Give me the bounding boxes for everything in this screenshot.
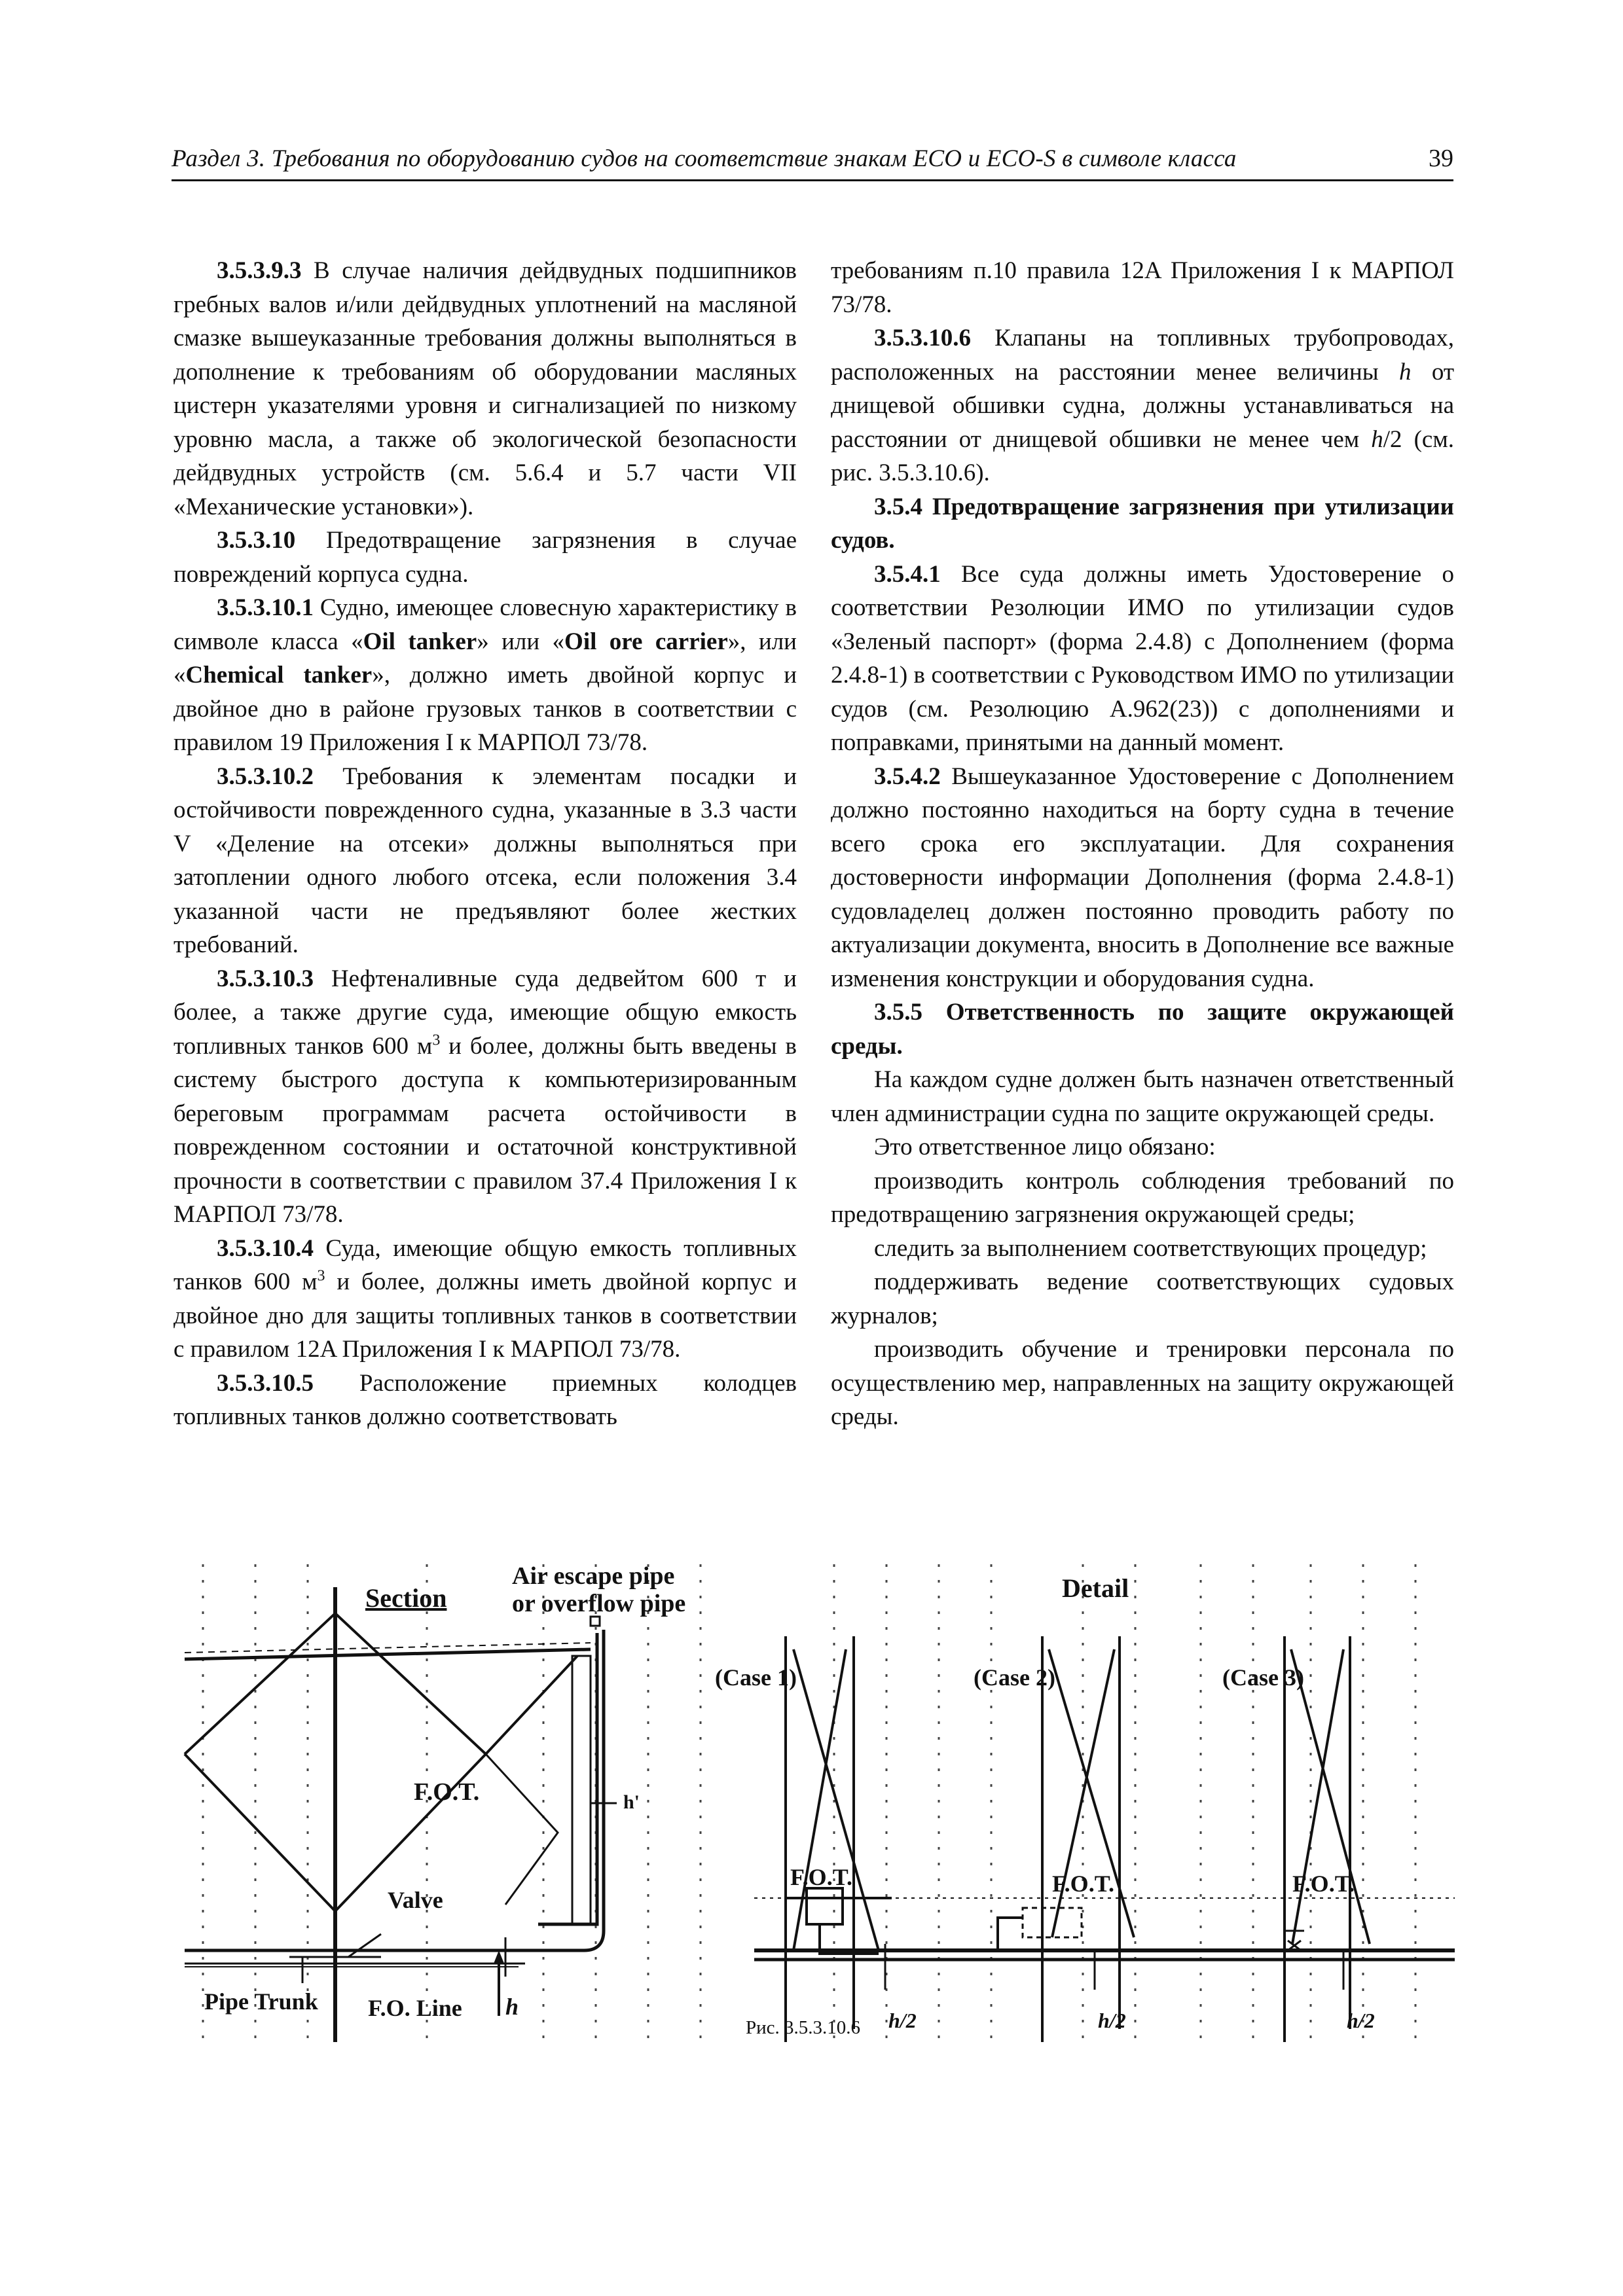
paragraph-text: Все суда должны иметь Удостоверение о соответствии Резолюции ИМО по утилизации судов «Зеленый паспорт» (форма 2.4.8) с Дополнением (форма 2.4.8-1) в соответствии с Руководством ИМО по утилизации судов (см. Резолюцию A.962(23)) с дополнениями и поправками, принятыми на данный момент.	[831, 560, 1454, 756]
case-1-label: (Case 1)	[715, 1664, 797, 1691]
case-2-label: (Case 2)	[974, 1664, 1055, 1691]
paragraph-text: Расположение приемных колодцев топливных танков должно соответствовать	[173, 1369, 797, 1430]
figure-caption: Рис. 3.5.3.10.6	[746, 2017, 861, 2038]
fot-label-case-2: F.O.T.	[1052, 1871, 1115, 1897]
paragraph-text: Требования к элементам посадки и остойчивости поврежденного судна, указанные в 3.3 части V «Деление на отсеки» должны выполняться при затоплении одного любого отсека, если положения 3.4 указанной части не предъявляют более жестких требований.	[173, 762, 797, 958]
section-heading-3-5-5	[831, 996, 1454, 1063]
paragraph-3-5-4-1	[831, 558, 1454, 760]
detail-case-1	[786, 1636, 892, 2042]
valve-label: Valve	[388, 1887, 443, 1913]
running-header	[172, 143, 1453, 181]
case-3-label: (Case 3)	[1222, 1664, 1304, 1691]
air-pipe-label-1: Air escape pipe	[512, 1562, 675, 1590]
paragraph-text: », или «	[173, 628, 797, 689]
variable-h: h	[1371, 425, 1383, 453]
left-column	[173, 254, 797, 1434]
paragraph-text: Вышеуказанное Удостоверение с Дополнением должно постоянно находиться на борту судна в течение всего срока его эксплуатации. Для сохранения достоверности информации Дополнения (форма 2.4.8-1) судовладелец должен постоянно проводить работу по актуализации документа, вносить в Дополнение все важные изменения конструкции и оборудования судна.	[831, 762, 1454, 992]
duty-item: поддерживать ведение соответствующих судовых журналов;	[831, 1268, 1454, 1329]
paragraph-text: Предотвращение загрязнения в случае повреждений корпуса судна.	[173, 527, 797, 588]
paragraph-3-5-4-2	[831, 760, 1454, 996]
paragraph-text: Это ответственное лицо обязано:	[874, 1134, 1216, 1160]
clause-number: 3.5.3.10.6	[874, 325, 971, 351]
clause-number: 3.5.4.1	[874, 560, 941, 588]
clause-number: 3.5.3.10	[217, 527, 296, 554]
detail-case-3	[1285, 1636, 1370, 2042]
paragraph-text: и более, должны иметь двойной корпус и двойное дно для защиты топливных танков в соответствии с правилом 12A Приложения I к МАРПОЛ 73/78.	[173, 1268, 797, 1363]
clause-number: 3.5.3.10.3	[217, 965, 314, 992]
paragraph-3-5-3-10-2	[173, 760, 797, 962]
section-heading-3-5-4	[831, 490, 1454, 558]
clause-number: 3.5.4.2	[874, 762, 941, 790]
paragraph-3-5-3-10-6	[831, 321, 1454, 490]
fo-line-label: F.O. Line	[368, 1995, 462, 2021]
fot-label-case-1: F.O.T.	[790, 1864, 853, 1890]
section-label: Section	[365, 1583, 447, 1613]
grid-dots	[203, 1564, 1415, 2039]
duty-item: производить контроль соблюдения требований по предотвращению загрязнения окружающей среды;	[831, 1167, 1454, 1228]
detail-case-2	[998, 1636, 1134, 2042]
paragraph-text: Суда, имеющие общую емкость топливных танков 600 м	[173, 1234, 797, 1295]
paragraph-3-5-3-10-1	[173, 591, 797, 760]
paragraph-text: Клапаны на топливных трубопроводах, расположенных на расстоянии менее величины	[831, 325, 1454, 386]
variable-h: h	[1398, 358, 1412, 386]
paragraph-text: На каждом судне должен быть назначен ответственный член администрации судна по защите окружающей среды.	[831, 1066, 1454, 1127]
superscript: 3	[432, 1031, 441, 1049]
paragraph-3-5-3-9-3	[173, 254, 797, 524]
class-notation: Oil ore carrier	[564, 628, 728, 655]
paragraph-3-5-3-10-3	[173, 962, 797, 1232]
figure-drawing	[172, 1558, 1455, 2042]
heading-text: 3.5.4 Предотвращение загрязнения при утилизации судов.	[831, 493, 1454, 554]
clause-number: 3.5.3.10.2	[217, 762, 314, 790]
h-prime-label: h'	[623, 1791, 640, 1813]
clause-number: 3.5.3.10.5	[217, 1369, 314, 1397]
h-label: h	[505, 1994, 519, 2020]
paragraph-text: Нефтеналивные суда дедвейтом 600 т и более, а также другие суда, имеющие общую емкость топливных танков 600 м	[173, 965, 797, 1060]
class-notation: Chemical tanker	[185, 662, 373, 689]
clause-number: 3.5.3.10.4	[217, 1234, 314, 1262]
figure-3-5-3-10-6	[172, 1558, 1455, 2042]
duty-item: следить за выполнением соответствующих процедур;	[874, 1234, 1427, 1262]
page-number: 39	[1429, 145, 1453, 172]
clause-number: 3.5.3.9.3	[217, 257, 302, 284]
duty-item: производить обучение и тренировки персонала по осуществлению мер, направленных на защиту окружающей среды.	[831, 1336, 1454, 1430]
pipe-trunk-label: Pipe Trunk	[204, 1988, 318, 2015]
paragraph-text: от днищевой обшивки судна, должны устанавливаться на расстоянии от днищевой обшивки не менее чем	[831, 358, 1454, 453]
h-half-label-case-1: h/2	[888, 2009, 917, 2032]
heading-text: 3.5.5 Ответственность по защите окружающей среды.	[831, 999, 1454, 1060]
detail-label: Detail	[1062, 1573, 1129, 1603]
paragraph-text: Судно, имеющее словесную характеристику в символе класса «	[173, 594, 797, 655]
arrow-icon	[494, 1950, 504, 1964]
paragraph-text: /2 (см. рис. 3.5.3.10.6).	[831, 425, 1455, 486]
paragraph-continuation: требованиям п.10 правила 12A Приложения I к МАРПОЛ 73/78.	[831, 257, 1454, 318]
paragraph-3-5-3-10-4	[173, 1232, 797, 1367]
fot-label-case-3: F.O.T.	[1292, 1871, 1355, 1897]
paragraph-text: » или «	[477, 628, 565, 655]
paragraph-3-5-3-10	[173, 524, 797, 591]
air-pipe-label-2: or overflow pipe	[512, 1590, 686, 1617]
paragraph-text: В случае наличия дейдвудных подшипников гребных валов и/или дейдвудных уплотнений на масляной смазке вышеуказанные требования должны выполняться в дополнение к требованиям об оборудовании масляных цистерн указателями уровня и сигнализацией по низкому уровню масла, а также об экологической безопасности дейдвудных устройств (см. 5.6.4 и 5.7 части VII «Механические установки»).	[173, 257, 797, 520]
fot-label: F.O.T.	[414, 1778, 480, 1806]
paragraph-text: », должно иметь двойной корпус и двойное дно в районе грузовых танков в соответствии с правилом 19 Приложения I к МАРПОЛ 73/78.	[173, 662, 797, 756]
section-view	[185, 1587, 617, 2042]
superscript: 3	[317, 1267, 325, 1285]
paragraph-text: и более, должны быть введены в систему быстрого доступа к компьютеризированным береговым программам расчета остойчивости в поврежденном состоянии и остаточной конструктивной прочности в соответствии с правилом 37.4 Приложения I к МАРПОЛ 73/78.	[173, 1032, 797, 1228]
h-half-label-case-3: h/2	[1347, 2009, 1375, 2032]
clause-number: 3.5.3.10.1	[217, 594, 314, 621]
paragraph-3-5-3-10-5	[173, 1367, 797, 1434]
header-title: Раздел 3. Требования по оборудованию судов на соответствие знакам ECO и ECO-S в символе класса	[172, 145, 1237, 172]
right-column	[831, 254, 1454, 1434]
class-notation: Oil tanker	[363, 628, 477, 655]
h-half-label-case-2: h/2	[1098, 2009, 1126, 2032]
